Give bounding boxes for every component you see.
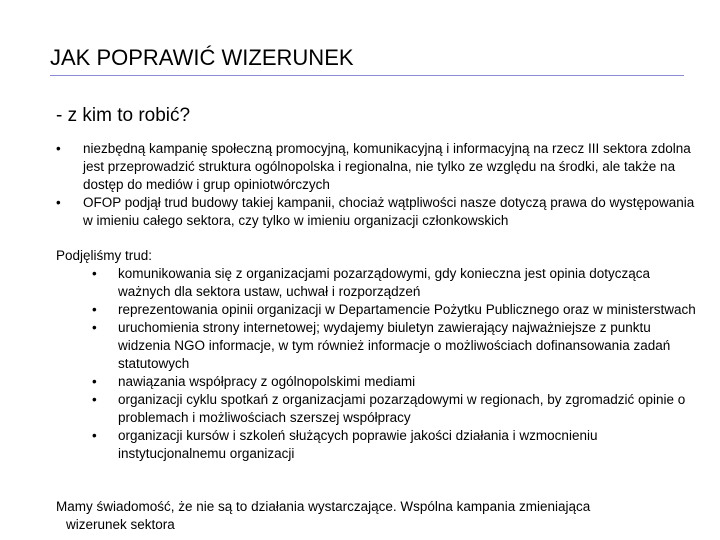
closing-line: Mamy świadomość, że nie są to działania wystarczające. Wspólna kampania zmieniająca [56, 499, 591, 514]
list-item-text: komunikowania się z organizacjami pozarządowymi, gdy konieczna jest opinia dotycząca ważnych dla sektora ustaw, uchwał i rozporządzeń [118, 266, 651, 299]
list-item [56, 194, 696, 230]
bullet-icon: • [92, 266, 97, 281]
list-item [56, 301, 696, 319]
efforts-section [56, 247, 696, 463]
bullet-icon: • [92, 428, 97, 443]
list-item-text: OFOP podjął trud budowy takiej kampanii, chociaż wątpliwości nasze dotyczą prawa do występowania w imieniu całego sektora, czy tylko w imieniu organizacji członkowskich [83, 195, 695, 228]
bullet-icon: • [92, 302, 97, 317]
section-heading: Podjęliśmy trud: [56, 248, 153, 263]
list-item-text: organizacji kursów i szkoleń służących poprawie jakości działania i wzmocnieniu instytucjonalnemu organizacji [118, 428, 598, 461]
list-item [56, 140, 696, 194]
bullet-icon: • [92, 374, 97, 389]
list-item [56, 319, 696, 373]
bullet-icon: • [92, 392, 97, 407]
bullet-list-primary [56, 140, 696, 230]
bullet-icon: • [92, 320, 97, 335]
list-item [56, 427, 696, 463]
title-underline [50, 75, 684, 76]
list-item-text: uruchomienia strony internetowej; wydajemy biuletyn zawierający najważniejsze z punktu widzenia NGO informacje, w tym również informacje o możliwościach dofinansowania zadań statutowych [118, 320, 671, 371]
list-item [56, 373, 696, 391]
slide-subtitle: - z kim to robić? [56, 105, 191, 126]
closing-paragraph [56, 498, 696, 534]
list-item [56, 391, 696, 427]
closing-line-continued: wizerunek sektora [66, 517, 175, 532]
bullet-icon: • [56, 195, 61, 210]
list-item-text: nawiązania współpracy z ogólnopolskimi mediami [118, 374, 416, 389]
cut-off-text-line [56, 534, 696, 540]
bullet-icon: • [56, 141, 61, 156]
list-item-text: niezbędną kampanię społeczną promocyjną, komunikacyjną i informacyjną na rzecz III sektora zdolna jest przeprowadzić struktura ogólnopolska i regionalna, nie tylko ze względu na środki, ale także na dostęp do mediów i grup opiniotwórczych [83, 141, 691, 192]
slide-title: JAK POPRAWIĆ WIZERUNEK [50, 45, 354, 70]
list-item [56, 265, 696, 301]
bullet-list-efforts [56, 265, 696, 463]
list-item-text: organizacji cyklu spotkań z organizacjami pozarządowymi w regionach, by zgromadzić opinie o problemach i możliwościach szerszej współpracy [118, 392, 686, 425]
list-item-text: reprezentowania opinii organizacji w Departamencie Pożytku Publicznego oraz w ministerstwach [118, 302, 696, 317]
